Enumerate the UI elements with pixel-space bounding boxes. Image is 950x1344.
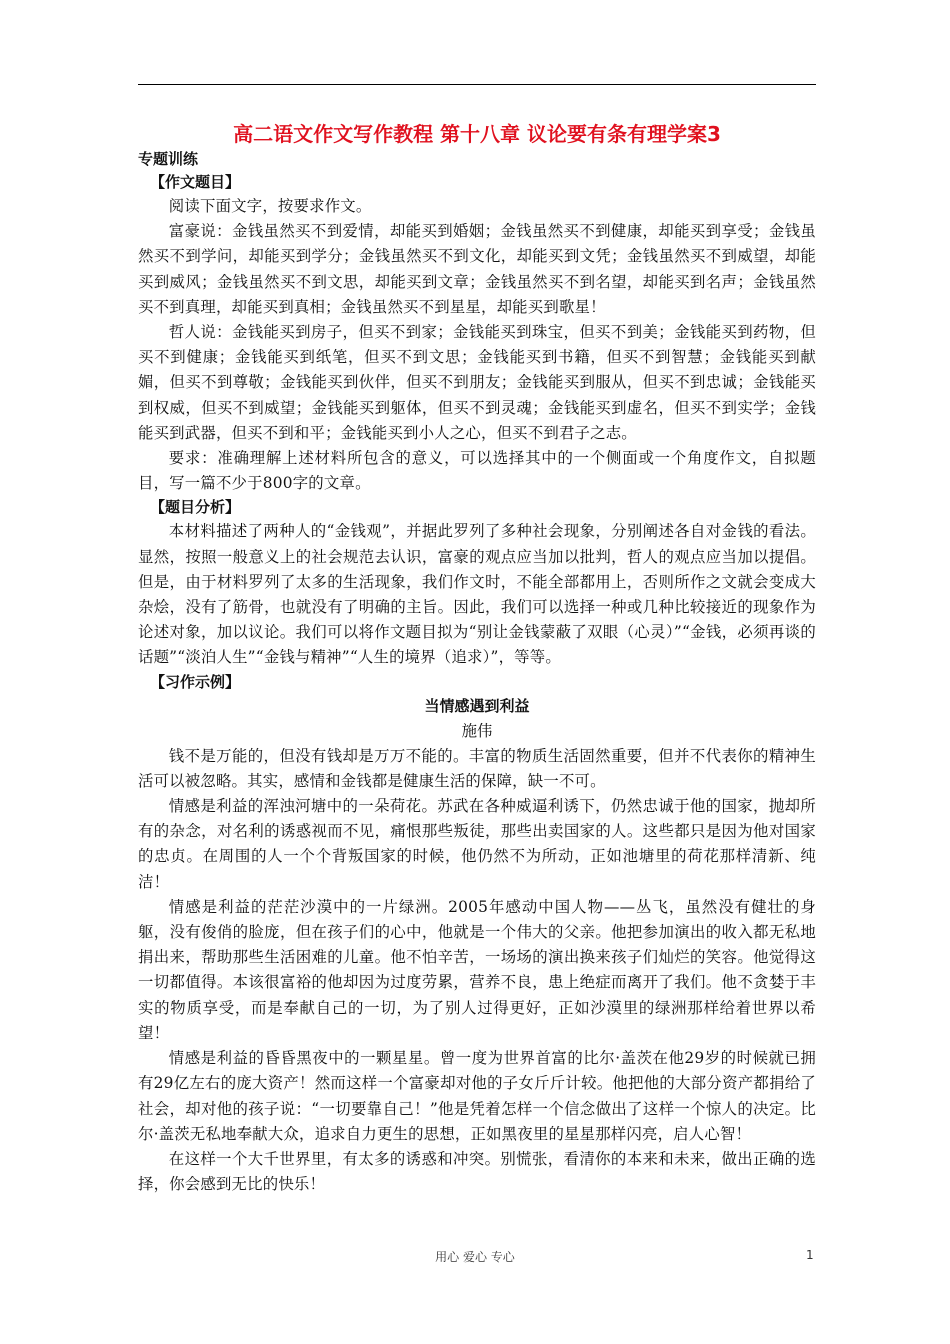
essay-title: 当情感遇到利益: [424, 696, 530, 715]
essay-paragraph-5: 在这样一个大千世界里，有太多的诱惑和冲突。别慌张，看清你的本来和未来，做出正确的选择，你会感到无比的快乐！: [138, 1149, 816, 1194]
document-body: [138, 120, 816, 1197]
topic-paragraph-1: 阅读下面文字，按要求作文。: [168, 197, 372, 215]
page-number: 1: [806, 1248, 814, 1262]
topic-paragraph-3: 哲人说：金钱能买到房子，但买不到家；金钱能买到珠宝，但买不到美；金钱能买到药物，但买不到健康；金钱能买到纸笔，但买不到文思；金钱能买到书籍，但买不到智慧；金钱能买到献媚，但买不到尊敬；金钱能买到伙伴，但买不到朋友；金钱能买到服从，但买不到忠诚；金钱能买到权威，但买不到威望；金钱能买到躯体，但买不到灵魂；金钱能买到虚名，但买不到实学；金钱能买到武器，但买不到和平；金钱能买到小人之心，但买不到君子之志。: [138, 323, 816, 442]
essay-paragraph-4: 情感是利益的昏昏黑夜中的一颗星星。曾一度为世界首富的比尔·盖茨在他29岁的时候就已拥有29亿左右的庞大资产！然而这样一个富豪却对他的子女斤斤计较。他把他的大部分资产都捐给了社会，却对他的孩子说：“一切要靠自己！”他是凭着怎样一个信念做出了这样一个惊人的决定。比尔·盖茨无私地奉献大众，追求自力更生的思想，正如黑夜里的星星那样闪亮，启人心智！: [138, 1049, 816, 1143]
essay-paragraph-3: 情感是利益的茫茫沙漠中的一片绿洲。2005年感动中国人物——丛飞，虽然没有健壮的身躯，没有俊俏的脸庞，但在孩子们的心中，他就是一个伟大的父亲。他把参加演出的收入都无私地捐出来，帮助那些生活困难的儿童。他不怕辛苦，一场场的演出换来孩子们灿烂的笑容。他觉得这一切都值得。本该很富裕的他却因为过度劳累，营养不良，患上绝症而离开了我们。他不贪婪于丰实的物质享受，而是奉献自己的一切，为了别人过得更好，正如沙漠里的绿洲那样给着世界以希望！: [138, 897, 816, 1042]
analysis-paragraph-1: 本材料描述了两种人的“金钱观”，并据此罗列了多种社会现象，分别阐述各自对金钱的看法。显然，按照一般意义上的社会规范去认识，富豪的观点应当加以批判，哲人的观点应当加以提倡。但是，由于材料罗列了太多的生活现象，我们作文时，不能全部都用上，否则所作之文就会变成大杂烩，没有了筋骨，也就没有了明确的主旨。因此，我们可以选择一种或几种比较接近的现象作为论述对象，加以议论。我们可以将作文题目拟为“别让金钱蒙蔽了双眼（心灵）”“金钱，必须再谈的话题”“淡泊人生”“金钱与精神”“人生的境界（追求）”，等等。: [138, 522, 816, 667]
topic-paragraph-2: 富豪说：金钱虽然买不到爱情，却能买到婚姻；金钱虽然买不到健康，却能买到享受；金钱虽然买不到学问，却能买到学分；金钱虽然买不到文化，却能买到文凭；金钱虽然买不到威望，却能买到威风；金钱虽然买不到文思，却能买到文章；金钱虽然买不到名望，却能买到名声；金钱虽然买不到真理，却能买到真相；金钱虽然买不到星星，却能买到歌星！: [138, 222, 816, 316]
essay-author: 施伟: [461, 721, 493, 740]
header-rule: [138, 84, 816, 85]
essay-paragraph-1: 钱不是万能的，但没有钱却是万万不能的。丰富的物质生活固然重要，但并不代表你的精神生活可以被忽略。其实，感情和金钱都是健康生活的保障，缺一不可。: [138, 746, 816, 790]
topic-paragraph-4: 要求：准确理解上述材料所包含的意义，可以选择其中的一个侧面或一个角度作文，自拟题目，写一篇不少于800字的文章。: [138, 449, 816, 493]
essay-paragraph-2: 情感是利益的浑浊河塘中的一朵荷花。苏武在各种威逼利诱下，仍然忠诚于他的国家，抛却所有的杂念，对名利的诱惑视而不见，痛恨那些叛徒，那些出卖国家的人。这些都只是因为他对国家的忠贞。在周围的人一个个背叛国家的时候，他仍然不为所动，正如池塘里的荷花那样清新、纯洁！: [138, 797, 816, 891]
example-heading: 【习作示例】: [150, 672, 241, 691]
page-footer: 用心 爱心 专心: [435, 1250, 515, 1264]
document-title: 高二语文作文写作教程 第十八章 议论要有条有理学案3: [233, 122, 721, 146]
section-label: 专题训练: [138, 150, 199, 168]
topic-heading: 【作文题目】: [150, 173, 241, 191]
analysis-heading: 【题目分析】: [150, 498, 241, 517]
